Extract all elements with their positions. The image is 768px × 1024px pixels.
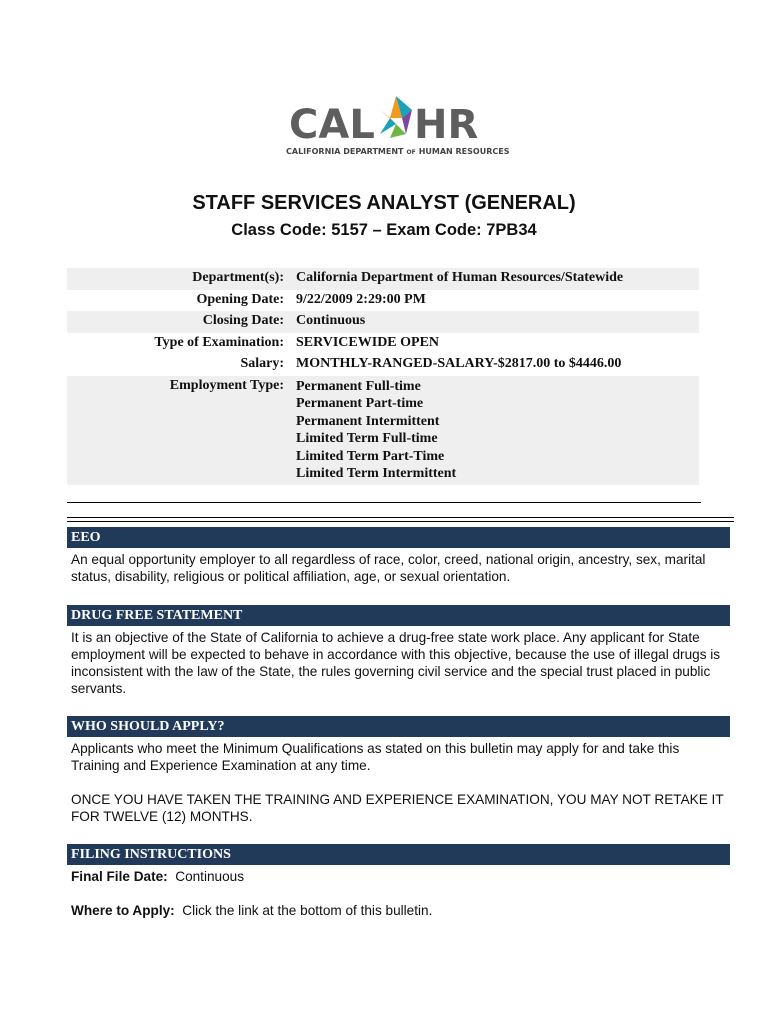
- opening-date-value: 9/22/2009 2:29:00 PM: [296, 291, 426, 307]
- department-value: California Department of Human Resources/Statewide: [296, 270, 624, 285]
- final-file-date: [71, 868, 726, 885]
- closing-date-label: Closing Date:: [202, 313, 284, 328]
- retake-notice: ONCE YOU HAVE TAKEN THE TRAINING AND EXPERIENCE EXAMINATION, YOU MAY NOT RETAKE IT FOR TWELVE (12) MONTHS.: [71, 792, 724, 824]
- eeo-section: [67, 527, 730, 585]
- final-file-date-value: Continuous: [175, 869, 245, 884]
- logo-subtitle: CALIFORNIA DEPARTMENT OF HUMAN RESOURCES: [286, 147, 510, 156]
- info-row-exam-type: [67, 333, 699, 355]
- logo-wordmark-right: HR: [414, 102, 479, 148]
- filing-instructions-body: [67, 865, 730, 919]
- info-row-department: [67, 268, 699, 290]
- department-label: Department(s):: [192, 270, 284, 285]
- class-exam-code: Class Code: 5157 – Exam Code: 7PB34: [231, 221, 537, 239]
- employment-type-item: Limited Term Full-time: [296, 431, 438, 447]
- employment-type-item: Limited Term Intermittent: [296, 466, 457, 482]
- divider-line: [67, 517, 734, 518]
- who-should-apply-text: Applicants who meet the Minimum Qualifications as stated on this bulletin may apply for and take this Training and Experience Examination at any time.: [71, 741, 680, 773]
- divider-line: [67, 502, 701, 503]
- who-should-apply-section: [67, 716, 730, 825]
- final-file-date-label: Final File Date:: [71, 869, 168, 884]
- salary-value: MONTHLY-RANGED-SALARY-$2817.00 to $4446.00: [296, 356, 622, 371]
- job-info-table: [67, 268, 699, 485]
- employment-type-item: Limited Term Part-Time: [296, 448, 445, 464]
- divider-line: [67, 521, 734, 522]
- filing-instructions-section: [67, 844, 730, 919]
- calhr-logo: [286, 92, 516, 162]
- exam-type-value: SERVICEWIDE OPEN: [296, 334, 440, 350]
- info-row-employment: [67, 376, 699, 486]
- drug-free-text: It is an objective of the State of California to achieve a drug-free state work place. Any applicant for State employment will be expected to behave in accordance with this objective, because the use of illegal drugs is inconsistent with the law of the State, the rules governing civil service and the special trust placed in public servants.: [71, 630, 721, 696]
- employment-type-item: Permanent Full-time: [296, 378, 421, 394]
- where-to-apply: [71, 902, 726, 919]
- employment-type-item: Permanent Intermittent: [296, 413, 440, 429]
- calhr-logo-graphic: [286, 92, 516, 162]
- closing-date-value: Continuous: [296, 313, 366, 328]
- eeo-text-block: [67, 548, 730, 585]
- eeo-text: An equal opportunity employer to all regardless of race, color, creed, national origin, ancestry, sex, marital status, disability, religious or political affiliation, age, or sexual orientation.: [71, 552, 706, 584]
- job-title: STAFF SERVICES ANALYST (GENERAL): [192, 192, 576, 214]
- where-to-apply-label: Where to Apply:: [71, 903, 175, 918]
- drug-free-heading: DRUG FREE STATEMENT: [67, 605, 730, 626]
- logo-wordmark-left: CAL: [289, 102, 375, 148]
- who-should-apply-heading: WHO SHOULD APPLY?: [67, 716, 730, 737]
- salary-label: Salary:: [240, 356, 284, 371]
- employment-type-list: [284, 376, 456, 484]
- info-row-opening: [67, 290, 699, 312]
- opening-date-label: Opening Date:: [196, 291, 284, 307]
- info-row-salary: [67, 354, 699, 376]
- eeo-heading: EEO: [67, 527, 730, 548]
- filing-instructions-heading: FILING INSTRUCTIONS: [67, 844, 730, 865]
- employment-type-label: Employment Type:: [169, 377, 284, 393]
- drug-free-section: [67, 605, 730, 697]
- employment-type-item: Permanent Part-time: [296, 396, 424, 412]
- where-to-apply-value: Click the link at the bottom of this bulletin.: [182, 903, 433, 918]
- exam-type-label: Type of Examination:: [154, 334, 284, 350]
- who-should-apply-text-block: [67, 737, 730, 825]
- drug-free-text-block: [67, 626, 730, 697]
- logo-star-icon: [380, 96, 412, 138]
- info-row-closing: [67, 311, 699, 333]
